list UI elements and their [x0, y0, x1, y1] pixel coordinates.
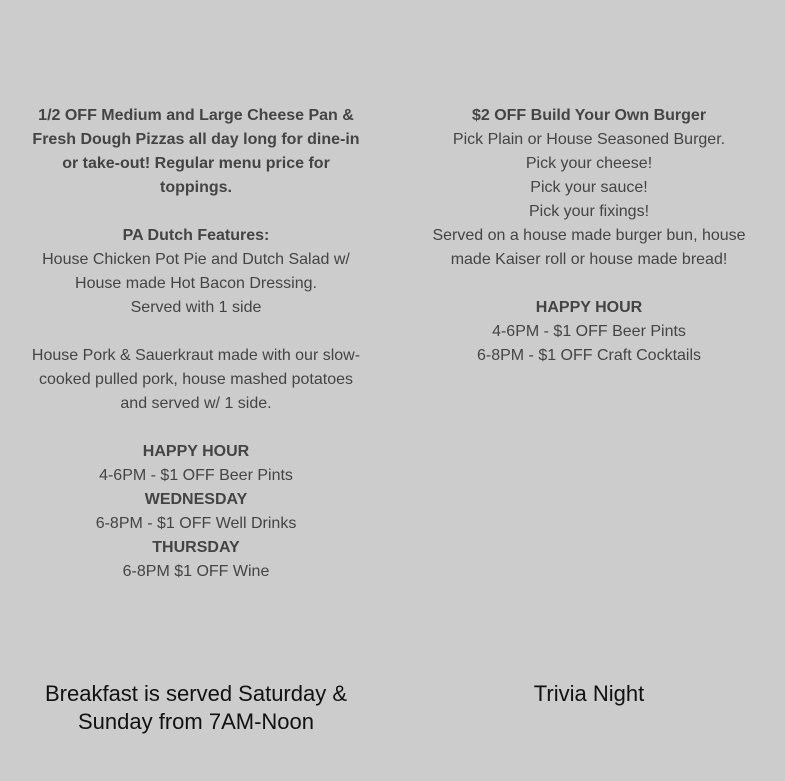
pizza-promo-line: or take-out! Regular menu price for: [62, 155, 330, 172]
left-column: [28, 104, 364, 584]
pizza-promo: [28, 104, 364, 200]
happy-hour-title: HAPPY HOUR: [142, 443, 250, 460]
spacer: [28, 320, 364, 344]
wednesday-line: 6-8PM - $1 OFF Well Drinks: [95, 515, 297, 532]
thursday-title: THURSDAY: [152, 539, 240, 556]
burger-line: made Kaiser roll or house made bread!: [450, 251, 728, 268]
burger-line: Pick your fixings!: [528, 203, 650, 220]
burger-line: Pick Plain or House Seasoned Burger.: [452, 131, 726, 148]
pizza-promo-line: 1/2 OFF Medium and Large Cheese Pan &: [38, 107, 354, 124]
pa-dutch-features: [28, 224, 364, 320]
happy-hour-left: [28, 440, 364, 584]
wednesday-title: WEDNESDAY: [144, 491, 248, 508]
pa-dutch-line: Served with 1 side: [130, 299, 262, 316]
burger-title: $2 OFF Build Your Own Burger: [471, 107, 707, 124]
spacer: [28, 416, 364, 440]
pork-line: House Pork & Sauerkraut made with our slow-: [31, 347, 361, 364]
thursday-line: 6-8PM $1 OFF Wine: [122, 563, 270, 580]
right-column: [423, 104, 755, 368]
happy-hour-line: 4-6PM - $1 OFF Beer Pints: [492, 323, 686, 340]
pa-dutch-line: House made Hot Bacon Dressing.: [75, 275, 317, 292]
happy-hour-right: [423, 296, 755, 368]
happy-hour-title: HAPPY HOUR: [535, 299, 643, 316]
happy-hour-line: 6-8PM - $1 OFF Craft Cocktails: [476, 347, 702, 364]
spacer: [28, 200, 364, 224]
happy-hour-line: 4-6PM - $1 OFF Beer Pints: [99, 467, 293, 484]
trivia-night: [423, 680, 755, 708]
breakfast-line: Breakfast is served Saturday &: [44, 681, 348, 706]
pa-dutch-line: House Chicken Pot Pie and Dutch Salad w/: [42, 251, 350, 268]
burger-line: Pick your cheese!: [525, 155, 653, 172]
breakfast-notice: [28, 680, 364, 736]
pork-line: cooked pulled pork, house mashed potatoes: [39, 371, 353, 388]
breakfast-line: Sunday from 7AM-Noon: [78, 709, 314, 734]
pizza-promo-line: Fresh Dough Pizzas all day long for dine-in: [32, 131, 360, 148]
burger-line: Served on a house made burger bun, house: [432, 227, 746, 244]
pizza-promo-line: toppings.: [160, 179, 232, 196]
burger-line: Pick your sauce!: [530, 179, 648, 196]
pork-sauerkraut: [28, 344, 364, 416]
pa-dutch-title: PA Dutch Features:: [122, 227, 270, 244]
trivia-night-label: Trivia Night: [533, 681, 645, 706]
burger-promo: [423, 104, 755, 272]
spacer: [423, 272, 755, 296]
pork-line: and served w/ 1 side.: [120, 395, 272, 412]
